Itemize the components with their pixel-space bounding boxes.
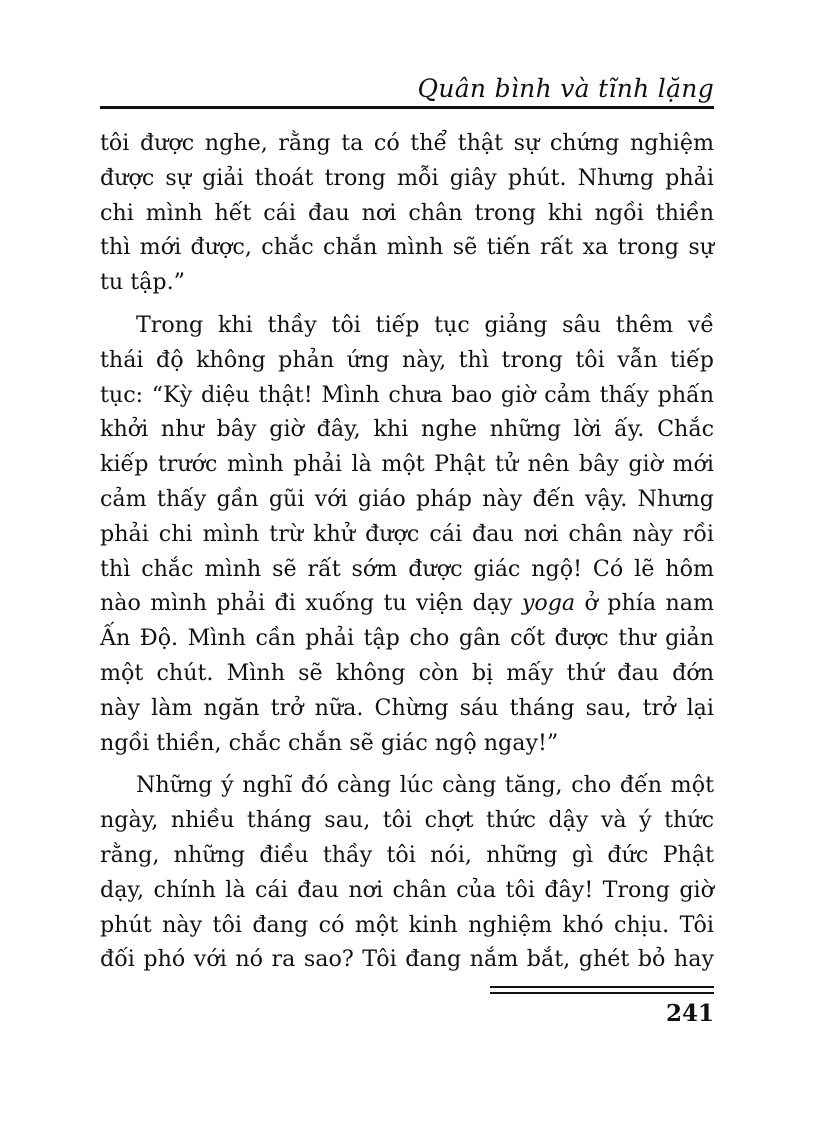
text-line: rằng, những điều thầy tôi nói, những gì đức Phật xyxy=(100,841,714,868)
text-line: tục: “Kỳ diệu thật! Mình chưa bao giờ cảm thấy phấn xyxy=(100,381,714,408)
paragraph-3 xyxy=(100,768,714,977)
page-number: 241 xyxy=(665,1000,714,1027)
text-line: thì chắc mình sẽ rất sớm được giác ngộ! Có lẽ hôm xyxy=(100,555,714,582)
body-text xyxy=(100,126,714,977)
text-line: phải chi mình trừ khử được cái đau nơi chân này rồi xyxy=(100,520,714,547)
text-line: Những ý nghĩ đó càng lúc càng tăng, cho đến một xyxy=(136,772,714,799)
text-line: khởi như bây giờ đây, khi nghe những lời ấy. Chắc xyxy=(100,416,714,443)
italic-term-yoga: yoga xyxy=(521,590,576,617)
text-line: dạy, chính là cái đau nơi chân của tôi đây! Trong giờ xyxy=(100,876,714,903)
text-line: chi mình hết cái đau nơi chân trong khi ngồi thiền xyxy=(100,199,714,226)
text-line: tu tập.” xyxy=(100,269,186,296)
text-line: này làm ngăn trở nữa. Chừng sáu tháng sau, trở lại xyxy=(100,694,714,721)
text-line: cảm thấy gần gũi với giáo pháp này đến vậy. Nhưng xyxy=(100,485,714,512)
text-line: ngày, nhiều tháng sau, tôi chợt thức dậy và ý thức xyxy=(100,807,714,834)
text-line: thái độ không phản ứng này, thì trong tôi vẫn tiếp xyxy=(100,346,714,373)
footer-rule-top xyxy=(490,986,714,988)
paragraph-1 xyxy=(100,126,714,300)
footer-rule-bottom xyxy=(490,992,714,994)
text-line: Ấn Độ. Mình cần phải tập cho gân cốt được thư giản xyxy=(100,625,714,652)
text-line: một chút. Mình sẽ không còn bị mấy thứ đau đớn xyxy=(100,659,714,686)
text-fragment: nào mình phải đi xuống tu viện dạy xyxy=(100,590,522,617)
text-line: được sự giải thoát trong mỗi giây phút. Nhưng phải xyxy=(100,164,714,191)
text-line: tôi được nghe, rằng ta có thể thật sự chứng nghiệm xyxy=(100,130,714,156)
text-line: đối phó với nó ra sao? Tôi đang nắm bắt, ghét bỏ hay xyxy=(100,946,714,973)
running-header: Quân bình và tĩnh lặng xyxy=(417,74,714,103)
text-line: ngồi thiền, chắc chắn sẽ giác ngộ ngay!” xyxy=(100,729,559,756)
paragraph-2 xyxy=(100,308,714,760)
text-line: phút này tôi đang có một kinh nghiệm khó chịu. Tôi xyxy=(100,911,714,938)
header-rule xyxy=(100,106,714,109)
text-line xyxy=(100,586,714,621)
text-line: kiếp trước mình phải là một Phật tử nên bây giờ mới xyxy=(100,451,714,478)
text-fragment: ở phía nam xyxy=(575,590,714,617)
text-line: thì mới được, chắc chắn mình sẽ tiến rất xa trong sự xyxy=(100,234,714,261)
text-line: Trong khi thầy tôi tiếp tục giảng sâu thêm về xyxy=(136,311,714,338)
